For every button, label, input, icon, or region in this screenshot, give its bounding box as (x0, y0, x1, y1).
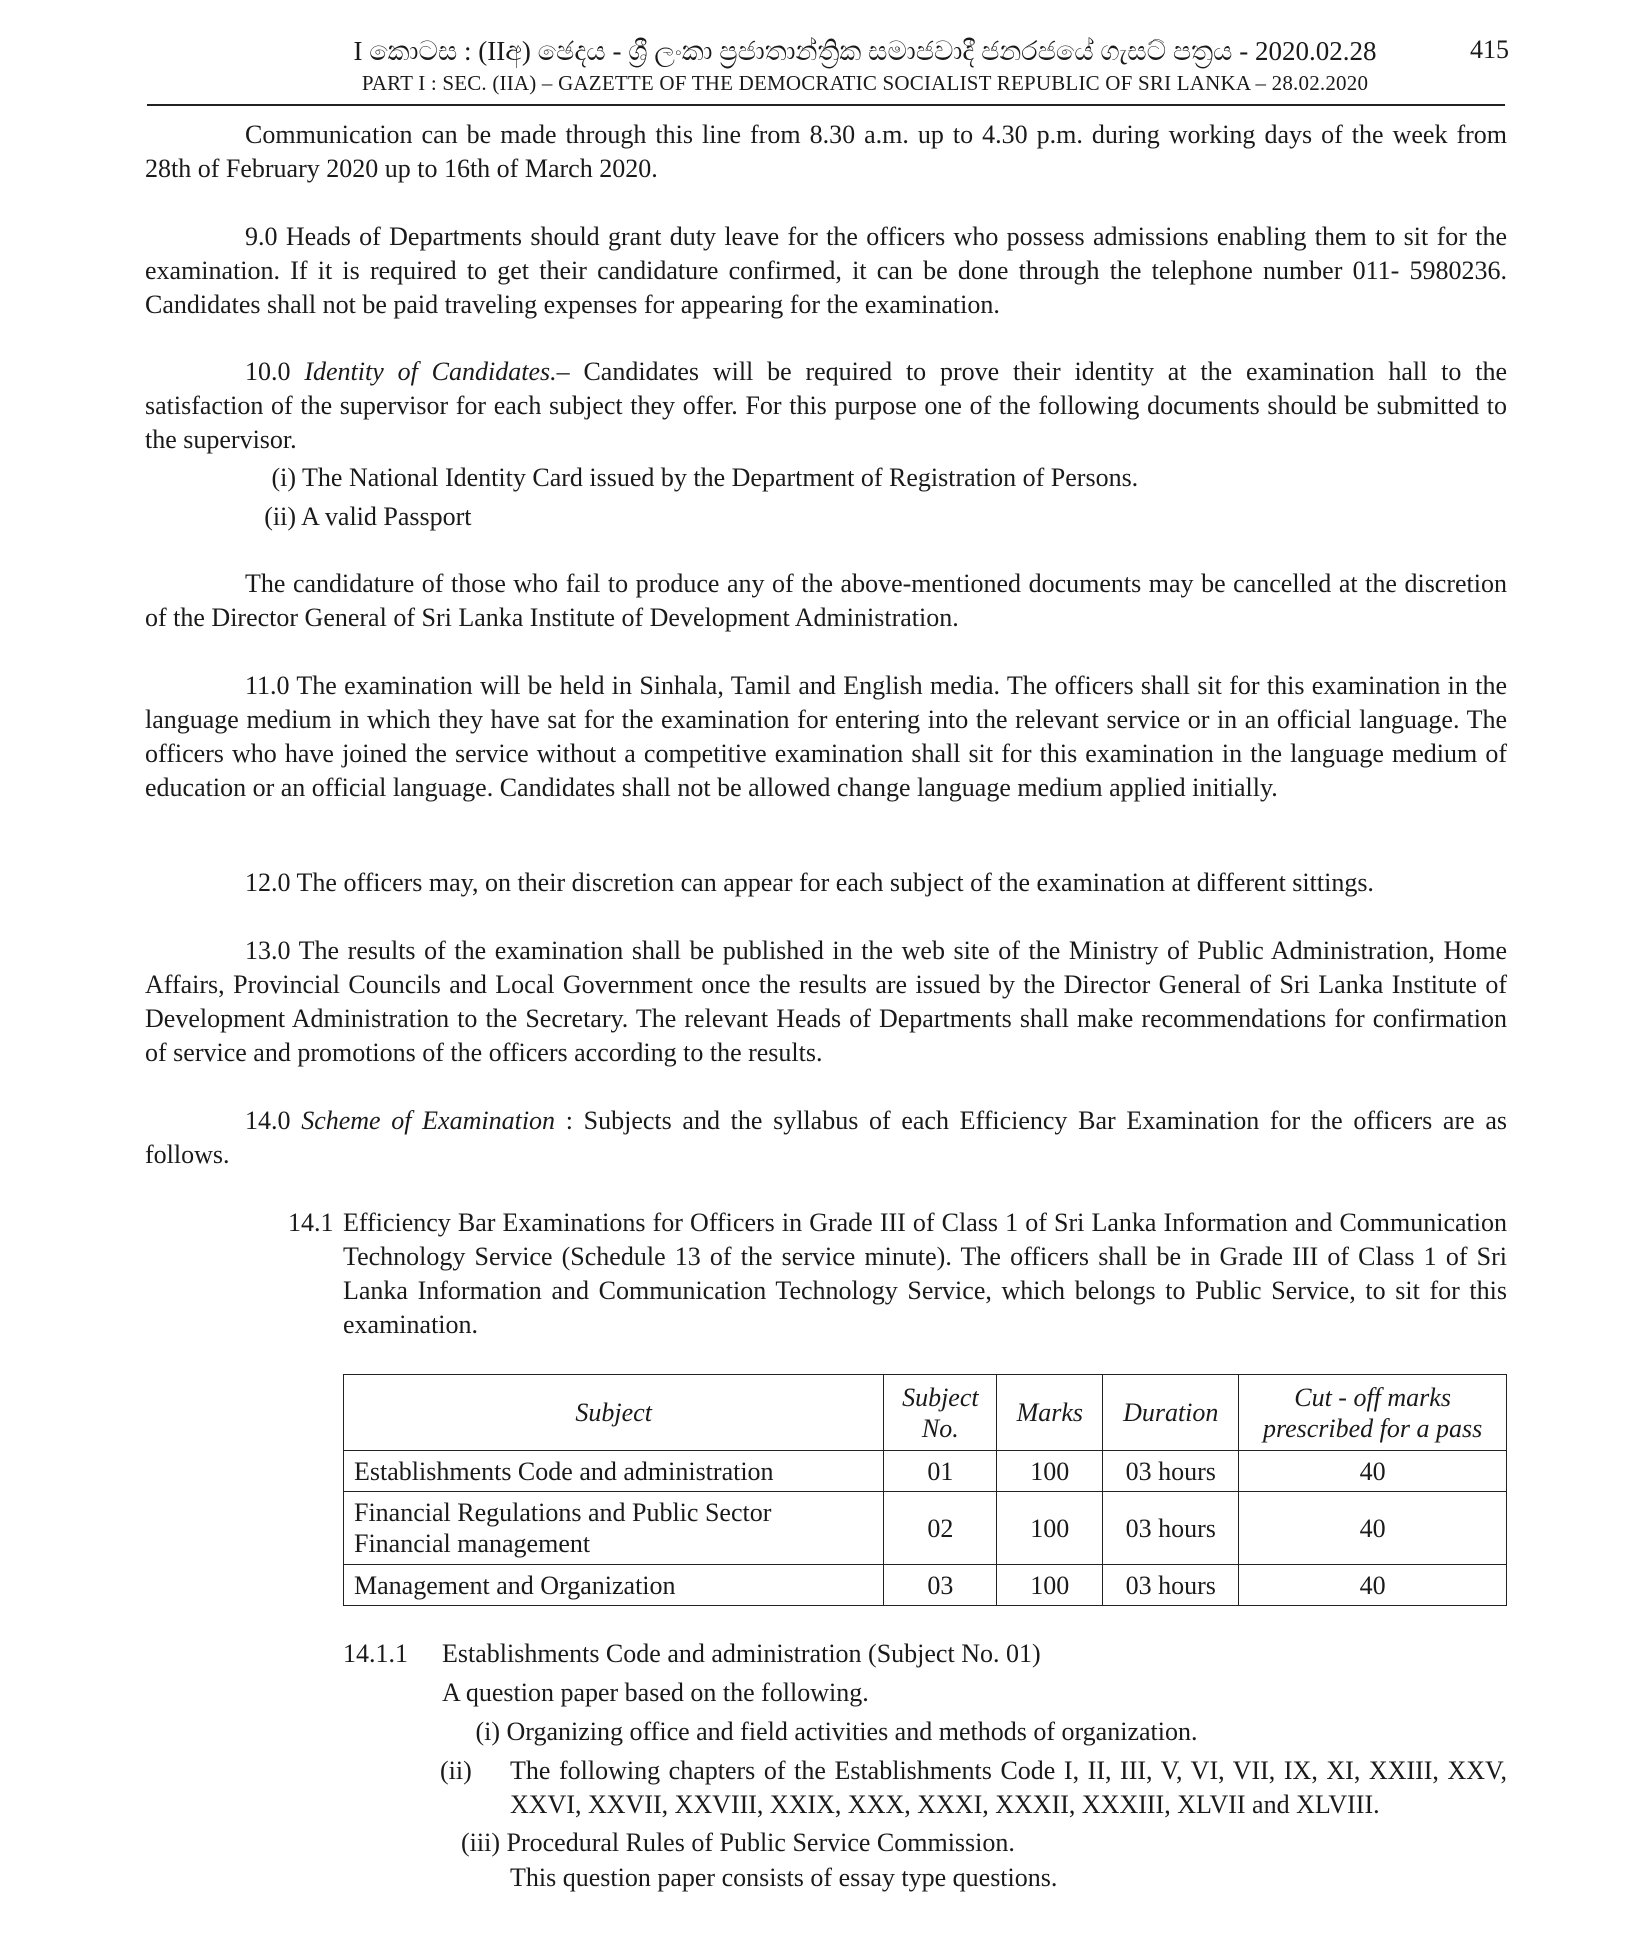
list-item-text: The following chapters of the Establishments Code I, II, III, V, VI, VII, IX, XI, XXIII, XXV, XXVI, XXVII, XXVIII, XXIX, XXX, XXXI, XXXII, XXXIII, XLVII and XLVIII. (510, 1756, 1507, 1819)
header-sinhala: I කොටස : (IIඅ) ඡෙදය - ශ්‍රී ලංකා ප්‍රජාතාන්ත්‍රික සමාජවාදී ජනරජයේ ගැසට් පත්‍රය - 2020.02.28 (353, 36, 1377, 66)
paragraph-14: 14.0 Scheme of Examination : Subjects and the syllabus of each Efficiency Bar Examination for the officers are as follows. (145, 1106, 1508, 1169)
cell-duration: 03 hours (1103, 1451, 1239, 1492)
table-header-row (344, 1375, 1507, 1451)
cell-cutoff: 40 (1239, 1565, 1507, 1606)
header-english: PART I : SEC. (IIA) – GAZETTE OF THE DEMOCRATIC SOCIALIST REPUBLIC OF SRI LANKA – 28.02.2020 (361, 71, 1369, 95)
list-item-number: (ii) (440, 1756, 472, 1785)
table-row (344, 1492, 1507, 1565)
cell-duration: 03 hours (1103, 1492, 1239, 1565)
cell-subject: Establishments Code and administration (344, 1451, 884, 1492)
header-subject: Subject (344, 1375, 884, 1451)
section-14-1-text: Efficiency Bar Examinations for Officers in Grade III of Class 1 of Sri Lanka Information and Communication Technology Service (Schedule 13 of the service minute). The officers shall be in Grade III of Class 1 of Sri Lanka Information and Communication Technology Service, which belongs to Public Service, to sit for this examination. (343, 1208, 1507, 1339)
paragraph-12: 12.0 The officers may, on their discretion can appear for each subject of the examination at different sittings. (245, 868, 1374, 897)
cell-subject-no: 02 (884, 1492, 997, 1565)
list-item: (i) Organizing office and field activities and methods of organization. (475, 1717, 1198, 1746)
section-14-1-1-intro: A question paper based on the following. (442, 1678, 869, 1707)
cell-subject: Management and Organization (344, 1565, 884, 1606)
section-14-1-1-note: This question paper consists of essay type questions. (510, 1863, 1058, 1892)
cell-subject: Financial Regulations and Public Sector Financial management (344, 1492, 884, 1565)
cell-duration: 03 hours (1103, 1565, 1239, 1606)
paragraph-11: 11.0 The examination will be held in Sinhala, Tamil and English media. The officers shall sit for this examination in the language medium in which they have sat for the examination for entering into the relevant service or in an official language. The officers who have joined the service without a competitive examination shall sit for this examination in the language medium of education or an official language. Candidates shall not be allowed change language medium applied initially. (145, 671, 1507, 802)
cell-cutoff: 40 (1239, 1492, 1507, 1565)
header-duration: Duration (1103, 1375, 1239, 1451)
paragraph-candidature: The candidature of those who fail to produce any of the above-mentioned documents may be cancelled at the discretion of the Director General of Sri Lanka Institute of Development Administration. (145, 569, 1507, 632)
section-14-1-1-title: Establishments Code and administration (Subject No. 01) (442, 1639, 1041, 1668)
cell-marks: 100 (997, 1565, 1103, 1606)
section-14-1-number: 14.1 (288, 1208, 334, 1237)
header-subject-no: Subject No. (884, 1375, 997, 1451)
cell-subject-no: 01 (884, 1451, 997, 1492)
header-marks: Marks (997, 1375, 1103, 1451)
section-14-1-1-number: 14.1.1 (343, 1639, 408, 1668)
cell-marks: 100 (997, 1451, 1103, 1492)
paragraph-communication: Communication can be made through this line from 8.30 a.m. up to 4.30 p.m. during working days of the week from 28th of February 2020 up to 16th of March 2020. (145, 120, 1507, 183)
paragraph-9: 9.0 Heads of Departments should grant duty leave for the officers who possess admissions enabling them to sit for the examination. If it is required to get their candidature confirmed, it can be done through the telephone number 011- 5980236. Candidates shall not be paid traveling expenses for appearing for the examination. (145, 222, 1507, 319)
paragraph-10: 10.0 Identity of Candidates.– Candidates will be required to prove their identity at the examination hall to the satisfaction of the supervisor for each subject they offer. For this purpose one of the following documents should be submitted to the supervisor. (145, 357, 1508, 454)
list-item: (i) The National Identity Card issued by the Department of Registration of Persons. (271, 463, 1139, 492)
examination-table (343, 1374, 1507, 1606)
paragraph-10-heading: Identity of Candidates.– (304, 357, 570, 386)
cell-subject-no: 03 (884, 1565, 997, 1606)
paragraph-13: 13.0 The results of the examination shall be published in the web site of the Ministry of Public Administration, Home Affairs, Provincial Councils and Local Government once the results are issued by the Director General of Sri Lanka Institute of Development Administration to the Secretary. The relevant Heads of Departments shall make recommendations for confirmation of service and promotions of the officers according to the results. (145, 936, 1507, 1067)
header-rule (147, 104, 1505, 106)
cell-cutoff: 40 (1239, 1451, 1507, 1492)
page-number: 415 (1470, 35, 1509, 64)
header-cutoff: Cut - off marks prescribed for a pass (1239, 1375, 1507, 1451)
cell-marks: 100 (997, 1492, 1103, 1565)
paragraph-14-heading: Scheme of Examination (301, 1106, 556, 1135)
list-item: (ii) A valid Passport (264, 502, 472, 531)
table-row (344, 1565, 1507, 1606)
table-row (344, 1451, 1507, 1492)
list-item: (iii) Procedural Rules of Public Service Commission. (461, 1828, 1015, 1857)
